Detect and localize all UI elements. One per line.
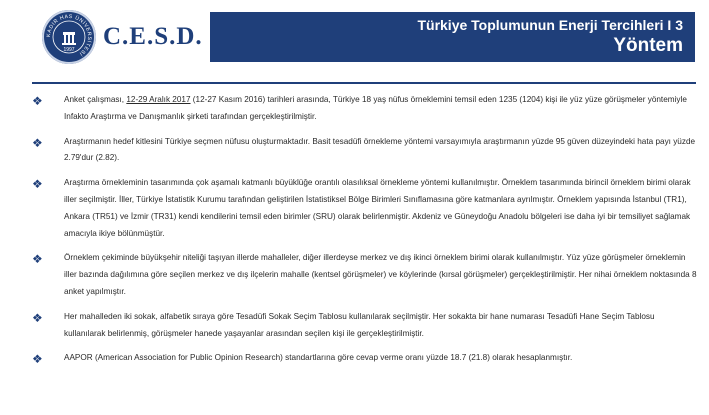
list-item bbox=[32, 309, 697, 343]
bullet-text: Araştırma örnekleminin tasarımında çok aşamalı katmanlı büyüklüğe orantılı olasılıksal örnekleme yöntemi kullanılmıştır. Örneklem tasarımında birincil örneklem birimi olarak iller seçilmiştir. İller, Türkiye İstatistik Kurumu tarafından geliştirilen İstatistiksel Bölge Birimleri Sınıflamasına göre katmanlara ayrılmıştır. Örneklem yapısında İstanbul (TR1), Ankara (TR51) ve İzmir (TR31) kendi kendilerini temsil eden birimler (SRU) olarak belirlenmiştir. Akdeniz ve Güneydoğu Anadolu bölgeleri ise daha iyi bir temsiliyet sağlamak amacıyla ikiye bölünmüştür. bbox=[64, 178, 691, 238]
diamond-bullet-icon: ❖ bbox=[32, 352, 43, 367]
seal-year: 1997 bbox=[63, 47, 75, 53]
diamond-bullet-icon: ❖ bbox=[32, 310, 43, 325]
section-title: Yöntem bbox=[613, 35, 683, 56]
report-title: Türkiye Toplumunun Enerji Tercihleri I 3 bbox=[417, 17, 683, 33]
diamond-bullet-icon: ❖ bbox=[32, 252, 43, 267]
diamond-bullet-icon: ❖ bbox=[32, 177, 43, 192]
logo bbox=[42, 10, 203, 64]
bullet-list bbox=[32, 92, 697, 375]
list-item bbox=[32, 134, 697, 168]
diamond-bullet-icon: ❖ bbox=[32, 135, 43, 150]
bullet-text-pre: Anket çalışması, bbox=[64, 95, 127, 104]
list-item bbox=[32, 175, 697, 242]
list-item bbox=[32, 92, 697, 126]
brand-name: C.E.S.D. bbox=[103, 23, 203, 50]
bullet-text-post: (12-27 Kasım 2016) tarihleri arasında, Türkiye 18 yaş nüfus örneklemini temsil eden 1235 (1204) kişi ile yüz yüze görüşmeler yöntemiyle Infakto Araştırma ve Danışmanlık şirketi tarafından gerçekleştirilmiştir. bbox=[64, 95, 687, 121]
bullet-text: Örneklem çekiminde büyükşehir niteliği taşıyan illerde mahalleler, diğer illerdeyse merkez ve dış ikinci örneklem birimi olarak kullanılmıştır. Yüz yüze görüşmeler örneklemin iller bazında dağılımına göre seçilen merkez ve dış ilçelerin mahalle (kentsel görüşmeler) ve köylerinde (kırsal görüşmeler) gerçekleştirilmiştir. Her nihai örneklem noktasında 8 anket yapılmıştır. bbox=[64, 253, 697, 296]
bullet-text: AAPOR (American Association for Public Opinion Research) standartlarına göre cevap verme oranı yüzde 18.7 (21.8) olarak hesaplanmıştır. bbox=[64, 353, 573, 363]
list-item bbox=[32, 350, 697, 367]
university-seal-logo bbox=[42, 10, 96, 64]
bullet-text: Araştırmanın hedef kitlesini Türkiye seçmen nüfusu oluşturmaktadır. Basit tesadüfi örnekleme yöntemi varsayımıyla araştırmanın yüzde 95 güven düzeyindeki hata payı yüzde 2.79'dur (2.82). bbox=[64, 136, 696, 163]
list-item bbox=[32, 250, 697, 300]
survey-date: 12-29 Aralık 2017 bbox=[126, 95, 191, 104]
seal-ring-text: KADIR HAS ÜNİVERSİTESİ bbox=[45, 13, 93, 57]
slide-header bbox=[0, 0, 709, 76]
header-divider bbox=[32, 82, 696, 84]
title-banner bbox=[210, 12, 695, 62]
diamond-bullet-icon: ❖ bbox=[32, 94, 43, 108]
bullet-text: Her mahalleden iki sokak, alfabetik sıraya göre Tesadüfi Sokak Seçim Tablosu kullanılarak seçilmiştir. Her sokakta bir hane numarası Tesadüfi Hane Seçim Tablosu kullanılarak belirlenmiş, görüşmeler hanede yaşayanlar arasından seçilen kişi ile gerçekleştirilmiştir. bbox=[64, 311, 655, 338]
